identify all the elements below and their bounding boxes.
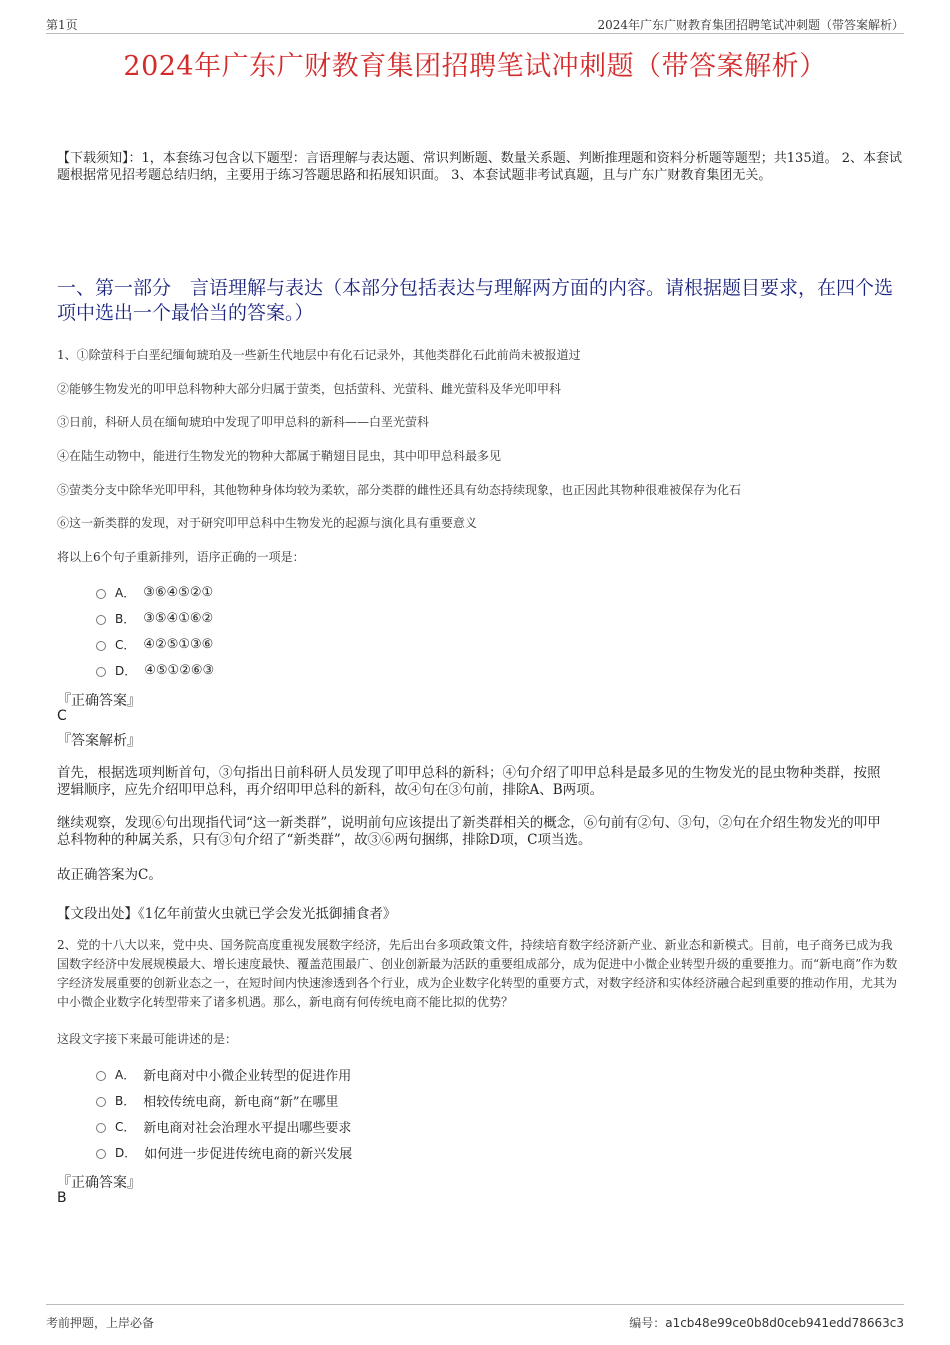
radio-icon[interactable] (96, 1097, 106, 1107)
q1-line-3: ③日前，科研人员在缅甸琥珀中发现了叩甲总科的新科——白垩光萤科 (57, 415, 430, 429)
option-text: ③⑥④⑤②① (143, 584, 214, 600)
q2-options (96, 1061, 596, 1165)
radio-icon[interactable] (96, 589, 106, 599)
option-label: C． (115, 1119, 136, 1134)
q1-analysis-para-1: 首先，根据选项判断首句，③句指出日前科研人员发现了叩甲总科的新科；④句介绍了叩甲总科是最多见的生物发光的昆虫物种类群，按照逻辑顺序，应先介绍叩甲总科，再介绍叩甲总科的新科，故④句在③句前，排除A、B两项。 (57, 765, 881, 798)
radio-icon[interactable] (96, 641, 106, 651)
q1-answer: C (57, 708, 67, 724)
q2-prompt: 这段文字接下来最可能讲述的是： (57, 1032, 238, 1046)
option-label: A． (115, 585, 136, 600)
radio-icon[interactable] (96, 667, 106, 677)
radio-icon[interactable] (96, 1071, 106, 1081)
q1-option-c[interactable] (96, 631, 596, 657)
footer-code-value: a1cb48e99ce0b8d0ceb941edd78663c3 (665, 1316, 904, 1330)
radio-icon[interactable] (96, 615, 106, 625)
option-text: ④⑤①②⑥③ (144, 662, 215, 678)
option-text: 新电商对中小微企业转型的促进作用 (143, 1068, 352, 1084)
q1-option-a[interactable] (96, 579, 596, 605)
q2-option-a[interactable] (96, 1061, 596, 1087)
option-text: 新电商对社会治理水平提出哪些要求 (143, 1120, 352, 1136)
radio-icon[interactable] (96, 1149, 106, 1159)
q1-option-b[interactable] (96, 605, 596, 631)
q2-option-d[interactable] (96, 1139, 596, 1165)
page-header (46, 14, 904, 34)
page-number: 第1页 (46, 18, 78, 32)
q1-line-4: ④在陆生动物中，能进行生物发光的物种大都属于鞘翅目昆虫，其中叩甲总科最多见 (57, 449, 502, 463)
q1-analysis-para-2: 继续观察，发现⑥句出现指代词“这一新类群”，说明前句应该提出了新类群相关的概念，⑥句前有②句、③句，②句在介绍生物发光的叩甲总科物种的种属关系，只有③句介绍了“新类群”，故③⑥两句捆绑，排除D项，C项当选。 (57, 815, 881, 848)
option-text: ④②⑤①③⑥ (143, 636, 214, 652)
option-label: C． (115, 637, 136, 652)
document-title: 2024年广东广财教育集团招聘笔试冲刺题（带答案解析） (123, 51, 827, 82)
q1-answer-heading: 『正确答案』 (57, 693, 141, 709)
q1-line-2: ②能够生物发光的叩甲总科物种大部分归属于萤类，包括萤科、光萤科、雌光萤科及华光叩甲科 (57, 382, 562, 396)
q2-passage: 2、党的十八大以来，党中央、国务院高度重视发展数字经济，先后出台多项政策文件，持续培育数字经济新产业、新业态和新模式。目前，电子商务已成为我国数字经济中发展规模最大、增长速度最快、覆盖范围最广、创业创新最为活跃的重要组成部分，成为促进中小微企业转型升级的重要推力。而“新电商”作为数字经济发展重要的创新业态之一，在短时间内快速渗透到各个行业，成为企业数字化转型的重要方式，对数字经济和实体经济融合起到重要的推动作用，尤其为中小微企业数字化转型带来了诸多机遇。那么，新电商有何传统电商不能比拟的优势？ (57, 938, 898, 1009)
option-label: B． (115, 1093, 136, 1108)
q1-option-d[interactable] (96, 657, 596, 683)
option-text: 相较传统电商，新电商“新”在哪里 (143, 1094, 339, 1110)
radio-icon[interactable] (96, 1123, 106, 1133)
q1-analysis-heading: 『答案解析』 (57, 733, 141, 749)
footer-code-label: 编号： (629, 1316, 666, 1330)
option-label: D． (115, 663, 137, 678)
footer-code (629, 1314, 904, 1331)
q2-option-c[interactable] (96, 1113, 596, 1139)
q1-line-6: ⑥这一新类群的发现，对于研究叩甲总科中生物发光的起源与演化具有重要意义 (57, 516, 478, 530)
page-footer (46, 1304, 904, 1330)
option-text: 如何进一步促进传统电商的新兴发展 (144, 1146, 353, 1162)
header-doc-title: 2024年广东广财教育集团招聘笔试冲刺题（带答案解析） (597, 18, 904, 32)
footer-slogan: 考前押题，上岸必备 (46, 1316, 155, 1330)
q1-prompt: 将以上6个句子重新排列，语序正确的一项是： (57, 550, 305, 564)
q1-source: 【文段出处】《1亿年前萤火虫就已学会发光抵御捕食者》 (57, 906, 397, 922)
option-text: ③⑤④①⑥② (143, 610, 214, 626)
q1-options (96, 579, 596, 683)
download-notice: 【下载须知】：1，本套练习包含以下题型：言语理解与表达题、常识判断题、数量关系题、判断推理题和资料分析题等题型；共135道。 2、本套试题根据常见招考题总结归纳，主要用于练习答题思路和拓展知识面。 3、本套试题非考试真题，且与广东广财教育集团无关。 (57, 151, 902, 183)
option-label: D． (115, 1145, 137, 1160)
q1-line-5: ⑤萤类分支中除华光叩甲科，其他物种身体均较为柔软，部分类群的雌性还具有幼态持续现象，也正因此其物种很难被保存为化石 (57, 483, 742, 497)
q2-answer: B (57, 1190, 67, 1206)
section-title: 一、第一部分 言语理解与表达（本部分包括表达与理解两方面的内容。请根据题目要求，在四个选项中选出一个最恰当的答案。） (57, 277, 894, 324)
option-label: B． (115, 611, 136, 626)
q2-option-b[interactable] (96, 1087, 596, 1113)
q1-analysis-para-3: 故正确答案为C。 (57, 867, 162, 883)
option-label: A． (115, 1067, 136, 1082)
q2-answer-heading: 『正确答案』 (57, 1175, 141, 1191)
q1-line-1: 1、①除萤科于白垩纪缅甸琥珀及一些新生代地层中有化石记录外，其他类群化石此前尚未被报道过 (57, 348, 581, 362)
